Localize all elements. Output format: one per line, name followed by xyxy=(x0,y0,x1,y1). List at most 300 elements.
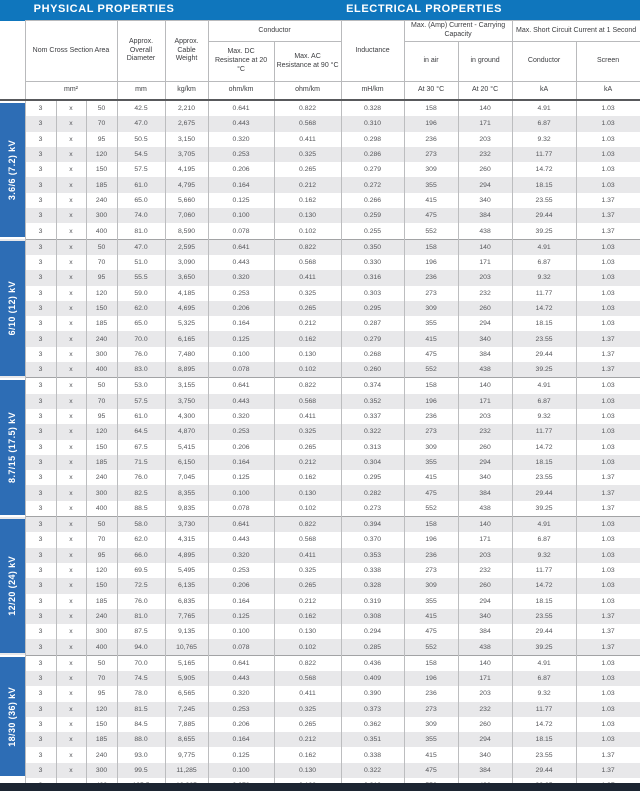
cell-current-in-ground: 260 xyxy=(458,578,512,593)
cell-weight: 5,165 xyxy=(165,655,208,671)
cell-times: x xyxy=(56,578,86,593)
cell-times: x xyxy=(56,147,86,162)
cell-times: x xyxy=(56,485,86,500)
cell-sc-conductor-ka: 23.55 xyxy=(512,609,576,624)
cell-inductance: 0.266 xyxy=(341,193,404,208)
cell-inductance: 0.282 xyxy=(341,485,404,500)
cell-times: x xyxy=(56,639,86,655)
cell-diameter: 70.0 xyxy=(117,331,165,346)
cell-sc-conductor-ka: 14.72 xyxy=(512,162,576,177)
cell-sc-screen-ka: 1.37 xyxy=(576,331,640,346)
cell-dc-resistance: 0.100 xyxy=(208,347,274,362)
cell-sc-conductor-ka: 14.72 xyxy=(512,578,576,593)
cell-times: x xyxy=(56,702,86,717)
cell-sc-conductor-ka: 6.87 xyxy=(512,532,576,547)
physical-properties-band: PHYSICAL PROPERTIES xyxy=(0,0,208,21)
cell-current-in-air: 236 xyxy=(404,548,458,563)
cell-inductance: 0.287 xyxy=(341,316,404,331)
table-row xyxy=(0,624,640,639)
cell-current-in-ground: 232 xyxy=(458,563,512,578)
cell-cross-section: 240 xyxy=(86,609,117,624)
cell-sc-conductor-ka: 29.44 xyxy=(512,624,576,639)
cell-current-in-ground: 140 xyxy=(458,239,512,255)
cell-current-in-air: 236 xyxy=(404,132,458,147)
cell-cross-section: 70 xyxy=(86,532,117,547)
cell-sc-conductor-ka: 11.77 xyxy=(512,424,576,439)
cell-inductance: 0.322 xyxy=(341,763,404,778)
electrical-properties-band: ELECTRICAL PROPERTIES xyxy=(208,0,640,21)
cell-sc-conductor-ka: 29.44 xyxy=(512,763,576,778)
cell-times: x xyxy=(56,517,86,533)
cell-diameter: 61.0 xyxy=(117,409,165,424)
cell-diameter: 58.0 xyxy=(117,517,165,533)
table-row xyxy=(0,347,640,362)
cell-current-in-air: 309 xyxy=(404,717,458,732)
cell-times: x xyxy=(56,132,86,147)
cell-dc-resistance: 0.206 xyxy=(208,578,274,593)
cell-ac-resistance: 0.325 xyxy=(274,147,341,162)
cell-ac-resistance: 0.162 xyxy=(274,747,341,762)
cell-sc-screen-ka: 1.03 xyxy=(576,394,640,409)
col-header-nom-cross-section: Nom Cross Section Area xyxy=(25,21,117,82)
cell-ac-resistance: 0.102 xyxy=(274,501,341,517)
cell-current-in-air: 415 xyxy=(404,470,458,485)
cell-ac-resistance: 0.265 xyxy=(274,578,341,593)
cell-ac-resistance: 0.130 xyxy=(274,485,341,500)
cell-current-in-air: 415 xyxy=(404,331,458,346)
voltage-group-label xyxy=(0,239,25,378)
cell-sc-conductor-ka: 39.25 xyxy=(512,223,576,239)
cell-ac-resistance: 0.325 xyxy=(274,563,341,578)
cell-weight: 8,355 xyxy=(165,485,208,500)
cell-sc-screen-ka: 1.03 xyxy=(576,655,640,671)
cell-inductance: 0.279 xyxy=(341,331,404,346)
cell-sc-conductor-ka: 4.91 xyxy=(512,239,576,255)
cell-dc-resistance: 0.078 xyxy=(208,223,274,239)
cell-conductor-count: 3 xyxy=(25,177,56,192)
cell-ac-resistance: 0.162 xyxy=(274,470,341,485)
cell-diameter: 94.0 xyxy=(117,639,165,655)
cell-diameter: 71.5 xyxy=(117,455,165,470)
cell-diameter: 83.0 xyxy=(117,362,165,378)
unit-mm2: mm² xyxy=(25,82,117,101)
cell-weight: 10,765 xyxy=(165,639,208,655)
cell-ac-resistance: 0.162 xyxy=(274,331,341,346)
cell-conductor-count: 3 xyxy=(25,717,56,732)
cell-current-in-ground: 384 xyxy=(458,208,512,223)
cell-current-in-ground: 171 xyxy=(458,255,512,270)
cell-times: x xyxy=(56,286,86,301)
cell-current-in-air: 273 xyxy=(404,147,458,162)
cell-conductor-count: 3 xyxy=(25,470,56,485)
cell-times: x xyxy=(56,747,86,762)
col-header-cable-weight: Approx. Cable Weight xyxy=(165,21,208,82)
cell-inductance: 0.295 xyxy=(341,470,404,485)
cell-conductor-count: 3 xyxy=(25,409,56,424)
table-row xyxy=(0,717,640,732)
cell-current-in-ground: 171 xyxy=(458,532,512,547)
cell-inductance: 0.352 xyxy=(341,394,404,409)
table-row xyxy=(0,394,640,409)
cell-dc-resistance: 0.078 xyxy=(208,639,274,655)
cell-sc-screen-ka: 1.03 xyxy=(576,100,640,116)
cell-sc-screen-ka: 1.03 xyxy=(576,132,640,147)
cell-ac-resistance: 0.568 xyxy=(274,671,341,686)
cell-sc-screen-ka: 1.03 xyxy=(576,301,640,316)
cell-cross-section: 300 xyxy=(86,208,117,223)
cell-diameter: 88.5 xyxy=(117,501,165,517)
cell-cross-section: 95 xyxy=(86,409,117,424)
cell-inductance: 0.298 xyxy=(341,132,404,147)
table-row xyxy=(0,239,640,255)
cell-current-in-air: 355 xyxy=(404,316,458,331)
cell-sc-conductor-ka: 39.25 xyxy=(512,362,576,378)
cell-diameter: 76.0 xyxy=(117,347,165,362)
voltage-group-band xyxy=(0,519,25,654)
cell-sc-screen-ka: 1.37 xyxy=(576,362,640,378)
cell-conductor-count: 3 xyxy=(25,239,56,255)
cell-current-in-ground: 203 xyxy=(458,686,512,701)
cell-diameter: 93.0 xyxy=(117,747,165,762)
cell-conductor-count: 3 xyxy=(25,100,56,116)
cell-current-in-air: 158 xyxy=(404,517,458,533)
voltage-group-label xyxy=(0,378,25,517)
cell-current-in-ground: 260 xyxy=(458,440,512,455)
cell-diameter: 87.5 xyxy=(117,624,165,639)
cell-weight: 6,165 xyxy=(165,331,208,346)
cell-sc-screen-ka: 1.37 xyxy=(576,347,640,362)
table-row xyxy=(0,655,640,671)
cell-diameter: 51.0 xyxy=(117,255,165,270)
cell-conductor-count: 3 xyxy=(25,147,56,162)
col-header-short-circuit: Max. Short Circuit Current at 1 Second xyxy=(512,21,640,42)
cell-current-in-ground: 171 xyxy=(458,116,512,131)
col-header-ac-resistance: Max. AC Resistance at 90 °C xyxy=(274,42,341,82)
cell-current-in-air: 355 xyxy=(404,732,458,747)
table-row xyxy=(0,594,640,609)
cell-conductor-count: 3 xyxy=(25,732,56,747)
cell-sc-conductor-ka: 4.91 xyxy=(512,517,576,533)
cell-inductance: 0.316 xyxy=(341,270,404,285)
table-row xyxy=(0,316,640,331)
cell-sc-screen-ka: 1.03 xyxy=(576,239,640,255)
cell-current-in-air: 415 xyxy=(404,193,458,208)
cell-dc-resistance: 0.125 xyxy=(208,609,274,624)
table-row xyxy=(0,763,640,778)
cell-cross-section: 50 xyxy=(86,517,117,533)
cell-ac-resistance: 0.568 xyxy=(274,116,341,131)
table-row xyxy=(0,639,640,655)
cell-dc-resistance: 0.164 xyxy=(208,594,274,609)
cell-diameter: 81.0 xyxy=(117,609,165,624)
cell-conductor-count: 3 xyxy=(25,747,56,762)
cell-diameter: 67.5 xyxy=(117,440,165,455)
cell-times: x xyxy=(56,239,86,255)
cell-weight: 8,895 xyxy=(165,362,208,378)
cell-inductance: 0.259 xyxy=(341,208,404,223)
cell-current-in-air: 355 xyxy=(404,177,458,192)
cell-inductance: 0.285 xyxy=(341,639,404,655)
cell-diameter: 65.0 xyxy=(117,193,165,208)
cell-conductor-count: 3 xyxy=(25,255,56,270)
cell-inductance: 0.272 xyxy=(341,177,404,192)
table-row xyxy=(0,162,640,177)
cell-sc-screen-ka: 1.37 xyxy=(576,624,640,639)
cell-sc-conductor-ka: 9.32 xyxy=(512,548,576,563)
cell-current-in-air: 273 xyxy=(404,424,458,439)
unit-at-20c: At 20 °C xyxy=(458,82,512,101)
cell-sc-conductor-ka: 14.72 xyxy=(512,717,576,732)
cell-current-in-air: 552 xyxy=(404,501,458,517)
cell-inductance: 0.273 xyxy=(341,501,404,517)
cell-cross-section: 185 xyxy=(86,594,117,609)
cell-weight: 4,195 xyxy=(165,162,208,177)
cell-times: x xyxy=(56,671,86,686)
col-header-amp-capacity: Max. (Amp) Current - Carrying Capacity xyxy=(404,21,512,42)
cell-inductance: 0.409 xyxy=(341,671,404,686)
table-row xyxy=(0,270,640,285)
cell-ac-resistance: 0.130 xyxy=(274,208,341,223)
cell-dc-resistance: 0.641 xyxy=(208,378,274,394)
cell-conductor-count: 3 xyxy=(25,624,56,639)
cell-cross-section: 95 xyxy=(86,548,117,563)
cell-sc-screen-ka: 1.37 xyxy=(576,639,640,655)
cell-conductor-count: 3 xyxy=(25,517,56,533)
cell-current-in-air: 309 xyxy=(404,162,458,177)
cell-diameter: 74.5 xyxy=(117,671,165,686)
voltage-group-text: 18/30 (36) kV xyxy=(7,686,18,747)
cell-times: x xyxy=(56,532,86,547)
cell-cross-section: 240 xyxy=(86,193,117,208)
cell-dc-resistance: 0.253 xyxy=(208,147,274,162)
cell-current-in-air: 309 xyxy=(404,440,458,455)
cell-sc-screen-ka: 1.03 xyxy=(576,255,640,270)
cell-current-in-ground: 260 xyxy=(458,301,512,316)
cell-sc-conductor-ka: 18.15 xyxy=(512,177,576,192)
cell-weight: 6,835 xyxy=(165,594,208,609)
cell-sc-screen-ka: 1.03 xyxy=(576,532,640,547)
cell-sc-screen-ka: 1.03 xyxy=(576,563,640,578)
cell-current-in-air: 158 xyxy=(404,239,458,255)
table-row xyxy=(0,301,640,316)
cell-weight: 6,565 xyxy=(165,686,208,701)
unit-ohm-km-ac: ohm/km xyxy=(274,82,341,101)
cell-dc-resistance: 0.320 xyxy=(208,409,274,424)
cell-current-in-ground: 140 xyxy=(458,655,512,671)
voltage-group-label xyxy=(0,655,25,791)
bottom-bar xyxy=(0,783,640,791)
cell-diameter: 65.0 xyxy=(117,316,165,331)
cell-inductance: 0.374 xyxy=(341,378,404,394)
cell-times: x xyxy=(56,378,86,394)
cell-weight: 3,090 xyxy=(165,255,208,270)
cell-weight: 5,660 xyxy=(165,193,208,208)
cell-ac-resistance: 0.822 xyxy=(274,378,341,394)
cell-sc-screen-ka: 1.37 xyxy=(576,485,640,500)
cell-conductor-count: 3 xyxy=(25,347,56,362)
cell-conductor-count: 3 xyxy=(25,563,56,578)
cell-cross-section: 150 xyxy=(86,717,117,732)
cell-weight: 3,155 xyxy=(165,378,208,394)
cell-cross-section: 240 xyxy=(86,747,117,762)
cell-sc-conductor-ka: 23.55 xyxy=(512,331,576,346)
voltage-group-text: 6/10 (12) kV xyxy=(7,281,18,336)
cell-conductor-count: 3 xyxy=(25,763,56,778)
cell-current-in-ground: 140 xyxy=(458,517,512,533)
table-row xyxy=(0,517,640,533)
cell-cross-section: 70 xyxy=(86,394,117,409)
cell-current-in-ground: 232 xyxy=(458,286,512,301)
unit-ka-screen: kA xyxy=(576,82,640,101)
cell-cross-section: 120 xyxy=(86,147,117,162)
cell-weight: 7,480 xyxy=(165,347,208,362)
cell-cross-section: 240 xyxy=(86,331,117,346)
cell-dc-resistance: 0.443 xyxy=(208,671,274,686)
table-row xyxy=(0,548,640,563)
cell-sc-conductor-ka: 9.32 xyxy=(512,132,576,147)
cell-weight: 4,185 xyxy=(165,286,208,301)
cell-current-in-air: 236 xyxy=(404,409,458,424)
cell-current-in-air: 475 xyxy=(404,347,458,362)
cell-current-in-air: 475 xyxy=(404,763,458,778)
cell-sc-screen-ka: 1.03 xyxy=(576,409,640,424)
cell-cross-section: 120 xyxy=(86,563,117,578)
cell-inductance: 0.294 xyxy=(341,624,404,639)
cell-times: x xyxy=(56,193,86,208)
cell-ac-resistance: 0.568 xyxy=(274,532,341,547)
cell-weight: 3,705 xyxy=(165,147,208,162)
cell-dc-resistance: 0.100 xyxy=(208,485,274,500)
cell-sc-screen-ka: 1.03 xyxy=(576,732,640,747)
cell-weight: 7,885 xyxy=(165,717,208,732)
cell-sc-screen-ka: 1.03 xyxy=(576,270,640,285)
cell-cross-section: 50 xyxy=(86,655,117,671)
cell-conductor-count: 3 xyxy=(25,270,56,285)
cell-diameter: 81.0 xyxy=(117,223,165,239)
cell-sc-conductor-ka: 11.77 xyxy=(512,563,576,578)
table-row xyxy=(0,116,640,131)
cell-weight: 8,655 xyxy=(165,732,208,747)
cell-cross-section: 50 xyxy=(86,100,117,116)
cell-ac-resistance: 0.162 xyxy=(274,609,341,624)
cell-conductor-count: 3 xyxy=(25,394,56,409)
cell-sc-conductor-ka: 9.32 xyxy=(512,409,576,424)
cell-diameter: 70.0 xyxy=(117,655,165,671)
cell-cross-section: 70 xyxy=(86,116,117,131)
table-row xyxy=(0,609,640,624)
cell-conductor-count: 3 xyxy=(25,286,56,301)
cell-sc-conductor-ka: 4.91 xyxy=(512,100,576,116)
cell-sc-screen-ka: 1.37 xyxy=(576,193,640,208)
cell-dc-resistance: 0.164 xyxy=(208,732,274,747)
cell-sc-screen-ka: 1.03 xyxy=(576,517,640,533)
cell-inductance: 0.279 xyxy=(341,162,404,177)
cell-dc-resistance: 0.443 xyxy=(208,532,274,547)
cell-current-in-ground: 384 xyxy=(458,763,512,778)
cell-times: x xyxy=(56,424,86,439)
cell-current-in-ground: 340 xyxy=(458,470,512,485)
cell-times: x xyxy=(56,223,86,239)
cell-weight: 7,060 xyxy=(165,208,208,223)
cell-sc-screen-ka: 1.03 xyxy=(576,594,640,609)
cell-sc-conductor-ka: 4.91 xyxy=(512,378,576,394)
cell-ac-resistance: 0.130 xyxy=(274,347,341,362)
cell-sc-conductor-ka: 9.32 xyxy=(512,270,576,285)
cell-sc-conductor-ka: 18.15 xyxy=(512,732,576,747)
cell-ac-resistance: 0.568 xyxy=(274,394,341,409)
cell-current-in-ground: 260 xyxy=(458,717,512,732)
cell-weight: 6,150 xyxy=(165,455,208,470)
cell-dc-resistance: 0.164 xyxy=(208,177,274,192)
voltage-group-text: 3.6/6 (7.2) kV xyxy=(7,140,18,201)
cell-inductance: 0.337 xyxy=(341,409,404,424)
cell-current-in-ground: 340 xyxy=(458,331,512,346)
cell-diameter: 84.5 xyxy=(117,717,165,732)
cell-inductance: 0.303 xyxy=(341,286,404,301)
cell-weight: 2,210 xyxy=(165,100,208,116)
cell-inductance: 0.319 xyxy=(341,594,404,609)
cell-sc-screen-ka: 1.03 xyxy=(576,702,640,717)
cell-current-in-ground: 340 xyxy=(458,747,512,762)
cell-current-in-ground: 171 xyxy=(458,394,512,409)
cell-sc-screen-ka: 1.03 xyxy=(576,147,640,162)
cell-current-in-air: 475 xyxy=(404,485,458,500)
cell-times: x xyxy=(56,100,86,116)
cell-sc-conductor-ka: 6.87 xyxy=(512,255,576,270)
cell-diameter: 47.0 xyxy=(117,239,165,255)
cell-current-in-ground: 384 xyxy=(458,624,512,639)
cell-times: x xyxy=(56,563,86,578)
cell-sc-conductor-ka: 11.77 xyxy=(512,286,576,301)
cell-current-in-air: 196 xyxy=(404,116,458,131)
cell-conductor-count: 3 xyxy=(25,440,56,455)
cell-ac-resistance: 0.102 xyxy=(274,223,341,239)
col-header-sc-conductor: Conductor xyxy=(512,42,576,82)
cell-conductor-count: 3 xyxy=(25,578,56,593)
cell-cross-section: 95 xyxy=(86,132,117,147)
table-row xyxy=(0,732,640,747)
cell-inductance: 0.328 xyxy=(341,578,404,593)
cell-times: x xyxy=(56,208,86,223)
cell-ac-resistance: 0.212 xyxy=(274,316,341,331)
cell-diameter: 76.0 xyxy=(117,470,165,485)
cell-weight: 3,650 xyxy=(165,270,208,285)
cell-dc-resistance: 0.100 xyxy=(208,763,274,778)
col-header-dc-resistance: Max. DC Resistance at 20 °C xyxy=(208,42,274,82)
cell-sc-screen-ka: 1.03 xyxy=(576,378,640,394)
cell-diameter: 72.5 xyxy=(117,578,165,593)
table-row xyxy=(0,563,640,578)
cell-current-in-air: 158 xyxy=(404,655,458,671)
cell-weight: 5,325 xyxy=(165,316,208,331)
table-row xyxy=(0,208,640,223)
cell-times: x xyxy=(56,116,86,131)
cell-sc-conductor-ka: 18.15 xyxy=(512,594,576,609)
cell-sc-screen-ka: 1.37 xyxy=(576,223,640,239)
cell-sc-screen-ka: 1.03 xyxy=(576,548,640,563)
cell-cross-section: 150 xyxy=(86,578,117,593)
cell-ac-resistance: 0.325 xyxy=(274,424,341,439)
cell-weight: 2,675 xyxy=(165,116,208,131)
cell-diameter: 74.0 xyxy=(117,208,165,223)
cell-conductor-count: 3 xyxy=(25,671,56,686)
cell-inductance: 0.255 xyxy=(341,223,404,239)
cell-sc-screen-ka: 1.37 xyxy=(576,208,640,223)
cell-times: x xyxy=(56,686,86,701)
cell-cross-section: 240 xyxy=(86,470,117,485)
col-header-in-air: in air xyxy=(404,42,458,82)
cell-times: x xyxy=(56,548,86,563)
